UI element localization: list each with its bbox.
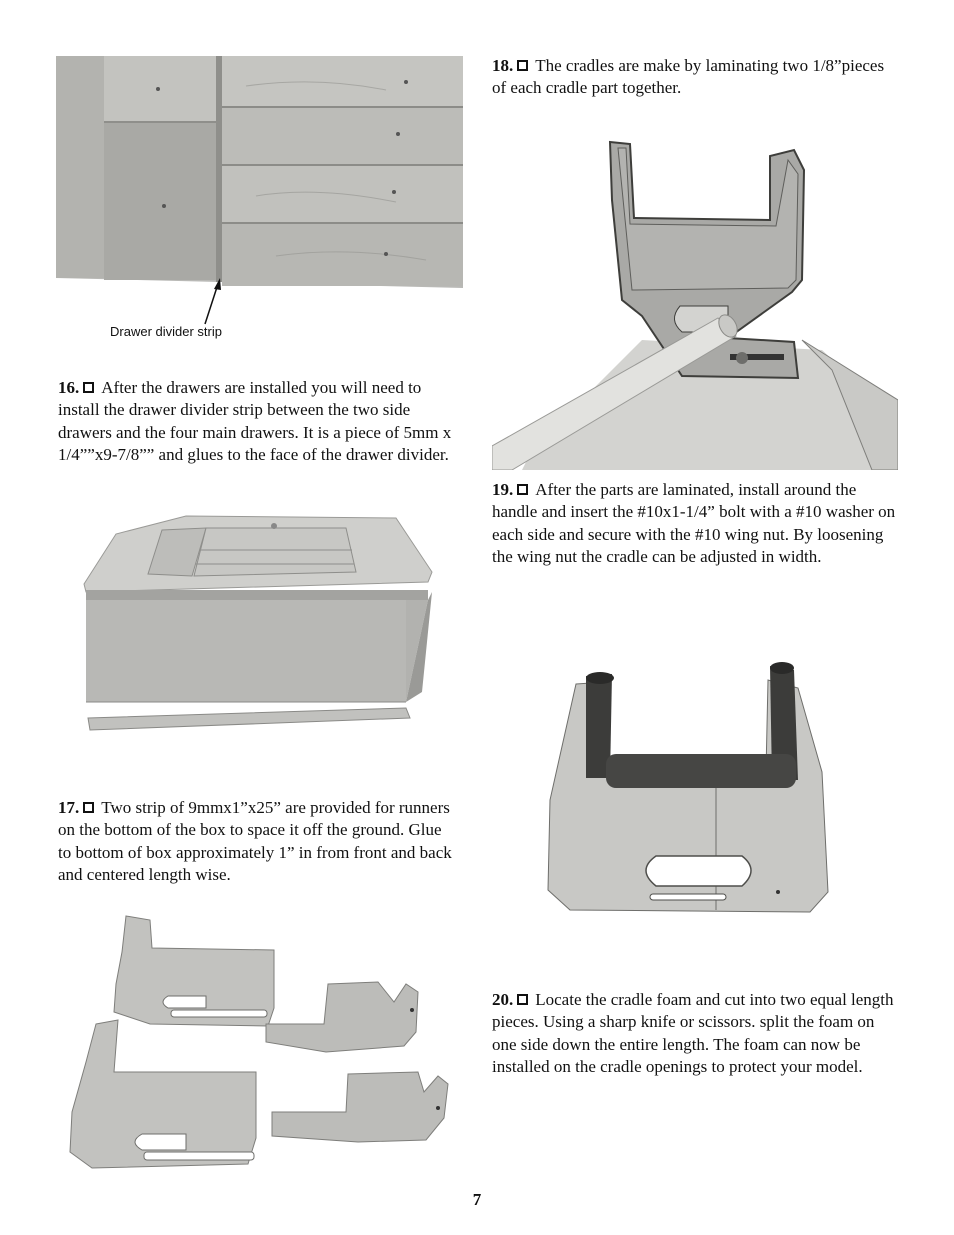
step-number: 20. bbox=[492, 990, 514, 1009]
checkbox-icon[interactable] bbox=[517, 484, 528, 495]
step-text: After the drawers are installed you will need to install the drawer divider strip between the two side drawers and the four main drawers. It is a piece of 5mm x 1/4””x9-7/8”” and glues to the face of the drawer divider. bbox=[58, 378, 452, 464]
step-text: Locate the cradle foam and cut into two equal length pieces. Using a sharp knife or scissors. split the foam on one side down the entire length. The foam can now be installed on the cradle openings to protect your model. bbox=[492, 990, 894, 1076]
step-18 bbox=[492, 55, 897, 100]
arrow-icon bbox=[196, 276, 226, 326]
checkbox-icon[interactable] bbox=[517, 994, 528, 1005]
figure-caption-drawer-divider: Drawer divider strip bbox=[110, 324, 222, 339]
checkbox-icon[interactable] bbox=[83, 802, 94, 813]
step-16 bbox=[58, 377, 458, 466]
step-text: Two strip of 9mmx1”x25” are provided for runners on the bottom of the box to space it off the ground. Glue to bottom of box approximately 1” in from front and back and centered length wise. bbox=[58, 798, 452, 884]
photo-cradle-parts bbox=[66, 912, 460, 1174]
step-17 bbox=[58, 797, 458, 886]
photo-assembled-box bbox=[76, 512, 436, 737]
step-number: 19. bbox=[492, 480, 514, 499]
step-text: The cradles are make by laminating two 1/8”pieces of each cradle part together. bbox=[492, 56, 885, 98]
step-number: 16. bbox=[58, 378, 80, 397]
step-number: 17. bbox=[58, 798, 80, 817]
step-20 bbox=[492, 989, 902, 1078]
photo-cradle-with-foam bbox=[546, 660, 832, 914]
step-text: After the parts are laminated, install around the handle and insert the #10x1-1/4” bolt with a #10 washer on each side and secure with the #10 wing nut. By loosening the wing nut the cradle can be adjusted in width. bbox=[492, 480, 896, 566]
checkbox-icon[interactable] bbox=[517, 60, 528, 71]
step-number: 18. bbox=[492, 56, 514, 75]
checkbox-icon[interactable] bbox=[83, 382, 94, 393]
page-number: 7 bbox=[472, 1190, 482, 1209]
step-19 bbox=[492, 479, 897, 568]
photo-drawer-fronts bbox=[56, 56, 463, 290]
photo-cradle-on-handle bbox=[492, 140, 898, 470]
